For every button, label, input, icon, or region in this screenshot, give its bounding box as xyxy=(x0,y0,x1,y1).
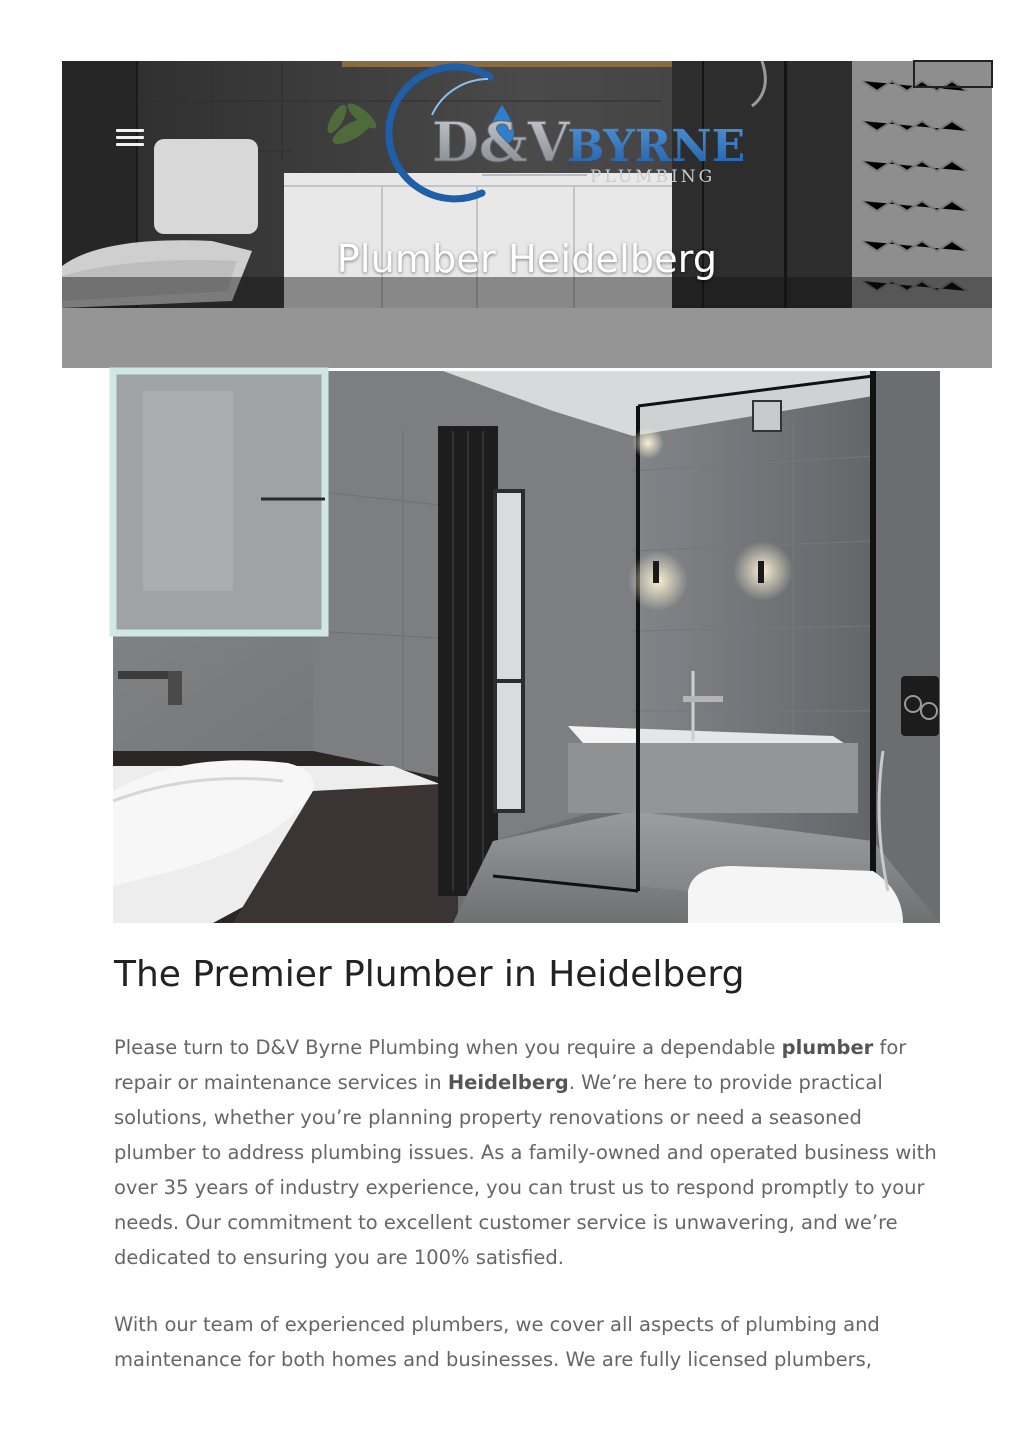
article-heading: The Premier Plumber in Heidelberg xyxy=(114,954,745,995)
hamburger-menu-icon[interactable] xyxy=(114,125,146,157)
article-paragraph-1 xyxy=(114,1030,944,1275)
article-paragraph-2: With our team of experienced plumbers, we cover all aspects of plumbing and maintenance for both homes and businesses. We are fully licensed plumbers, xyxy=(114,1313,880,1371)
hero-header xyxy=(62,61,992,308)
paragraph-1-text-b: for repair or maintenance services in xyxy=(114,1036,907,1094)
logo-brand-left: D&V xyxy=(432,110,570,174)
bathroom-photo xyxy=(113,371,940,923)
logo-tagline: PLUMBING xyxy=(590,167,716,187)
paragraph-1-text-c: . We’re here to provide practical solutions, whether you’re planning property renovations or need a seasoned plumber to address plumbing issues. As a family-owned and operated business with over 35 years of industry experience, you can trust us to respond promptly to your needs. Our commitment to excellent customer service is unwavering, and we’re dedicated to ensuring you are 100% satisfied. xyxy=(114,1071,937,1269)
logo-brand-right: BYRNE xyxy=(567,121,746,172)
keyword-plumber: plumber xyxy=(781,1036,874,1059)
hero-title-overlay xyxy=(62,277,992,368)
paragraph-1-text-a: Please turn to D&V Byrne Plumbing when you require a dependable xyxy=(114,1036,782,1059)
page-title: Plumber Heidelberg xyxy=(336,237,718,281)
article-section xyxy=(114,948,944,1409)
keyword-heidelberg: Heidelberg xyxy=(447,1071,569,1094)
dv-byrne-plumbing-logo[interactable] xyxy=(362,65,746,205)
